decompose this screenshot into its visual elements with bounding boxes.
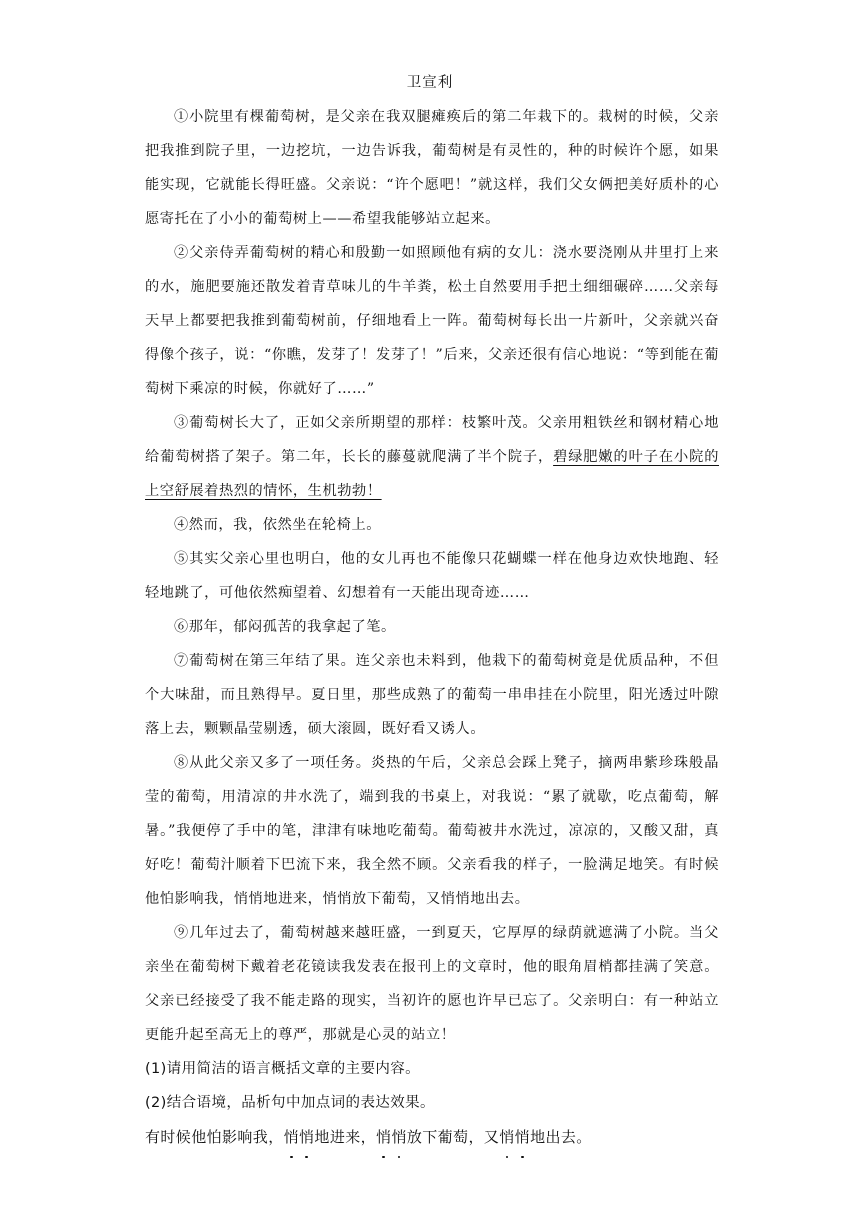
- paragraph-3-text: ③葡萄树长大了，正如父亲所期望的那样：枝繁叶茂。父亲用粗铁丝和钢材精心地给葡萄树搭了架子。第二年，长长的藤蔓就爬满了半个院子，: [145, 415, 719, 465]
- paragraph-5: ⑤其实父亲心里也明白，他的女儿再也不能像只花蝴蝶一样在他身边欢快地跑、轻轻地跳了，可他依然痴望着、幻想着有一天能出现奇迹……: [145, 551, 719, 601]
- dotted-char: 悄: [299, 1120, 314, 1154]
- article-body: [145, 100, 719, 1154]
- sentence-part: 有时候他怕影响我，: [145, 1128, 284, 1146]
- dotted-char: 悄: [515, 1120, 530, 1154]
- emphasized-word: [499, 1128, 530, 1146]
- emphasized-word: [284, 1128, 315, 1146]
- question-2: (2)结合语境，品析句中加点词的表达效果。: [145, 1095, 435, 1111]
- dotted-char: 悄: [391, 1120, 406, 1154]
- dotted-char: 悄: [499, 1120, 514, 1154]
- paragraph-4: ④然而，我，依然坐在轮椅上。: [174, 517, 382, 533]
- paragraph-3: [145, 406, 719, 508]
- sentence-part: 地出去。: [530, 1128, 592, 1146]
- dotted-char: 悄: [284, 1120, 299, 1154]
- emphasized-word: [376, 1128, 407, 1146]
- paragraph-1: ①小院里有棵葡萄树，是父亲在我双腿瘫痪后的第二年栽下的。栽树的时候，父亲把我推到院子里，一边挖坑，一边告诉我，葡萄树是有灵性的，种的时候许个愿，如果能实现，它就能长得旺盛。父亲说：“许个愿吧！”就这样，我们父女俩把美好质朴的心愿寄托在了小小的葡萄树上——希望我能够站立起来。: [145, 109, 719, 227]
- paragraph-2: ②父亲侍弄葡萄树的精心和殷勤一如照顾他有病的女儿：浇水要浇刚从井里打上来的水，施肥要施还散发着青草味儿的牛羊粪，松土自然要用手把土细细碾碎……父亲每天早上都要把我推到葡萄树前，仔细地看上一阵。葡萄树每长出一片新叶，父亲就兴奋得像个孩子，说：“你瞧，发芽了！发芽了！”后来，父亲还很有信心地说：“等到能在葡萄树下乘凉的时候，你就好了……”: [145, 245, 719, 397]
- sentence-part: 放下葡萄，又: [406, 1128, 500, 1146]
- quoted-sentence: [145, 1120, 719, 1154]
- dotted-char: 悄: [376, 1120, 391, 1154]
- paragraph-9: ⑨几年过去了，葡萄树越来越旺盛，一到夏天，它厚厚的绿荫就遮满了小院。当父亲坐在葡萄树下戴着老花镜读我发表在报刊上的文章时，他的眼角眉梢都挂满了笑意。父亲已经接受了我不能走路的现实，当初许的愿也许早已忘了。父亲明白：有一种站立更能升起至高无上的尊严，那就是心灵的站立！: [145, 925, 719, 1043]
- paragraph-6: ⑥那年，郁闷孤苦的我拿起了笔。: [174, 619, 396, 635]
- paragraph-8: ⑧从此父亲又多了一项任务。炎热的午后，父亲总会踩上凳子，摘两串紫珍珠般晶莹的葡萄，用清凉的井水洗了，端到我的书桌上，对我说：“累了就歇，吃点葡萄，解暑。”我便停了手中的笔，津津有味地吃葡萄。葡萄被井水洗过，凉凉的，又酸又甜，真好吃！葡萄汁顺着下巴流下来，我全然不顾。父亲看我的样子，一脸满足地笑。有时候他怕影响我，悄悄地进来，悄悄放下葡萄，又悄悄地出去。: [145, 755, 719, 907]
- underlined-sentence: 碧绿肥嫩的叶子在小院的上空舒展着热烈的情怀，生机勃勃！: [145, 449, 720, 499]
- author-name: 卫宣利: [406, 75, 454, 91]
- question-1: (1)请用简洁的语言概括文章的主要内容。: [145, 1061, 421, 1077]
- sentence-part: 地进来，: [314, 1128, 377, 1146]
- paragraph-7: ⑦葡萄树在第三年结了果。连父亲也未料到，他栽下的葡萄树竟是优质品种，不但个大味甜，而且熟得早。夏日里，那些成熟了的葡萄一串串挂在小院里，阳光透过叶隙落上去，颗颗晶莹剔透，硕大滚圆，既好看又诱人。: [145, 653, 719, 737]
